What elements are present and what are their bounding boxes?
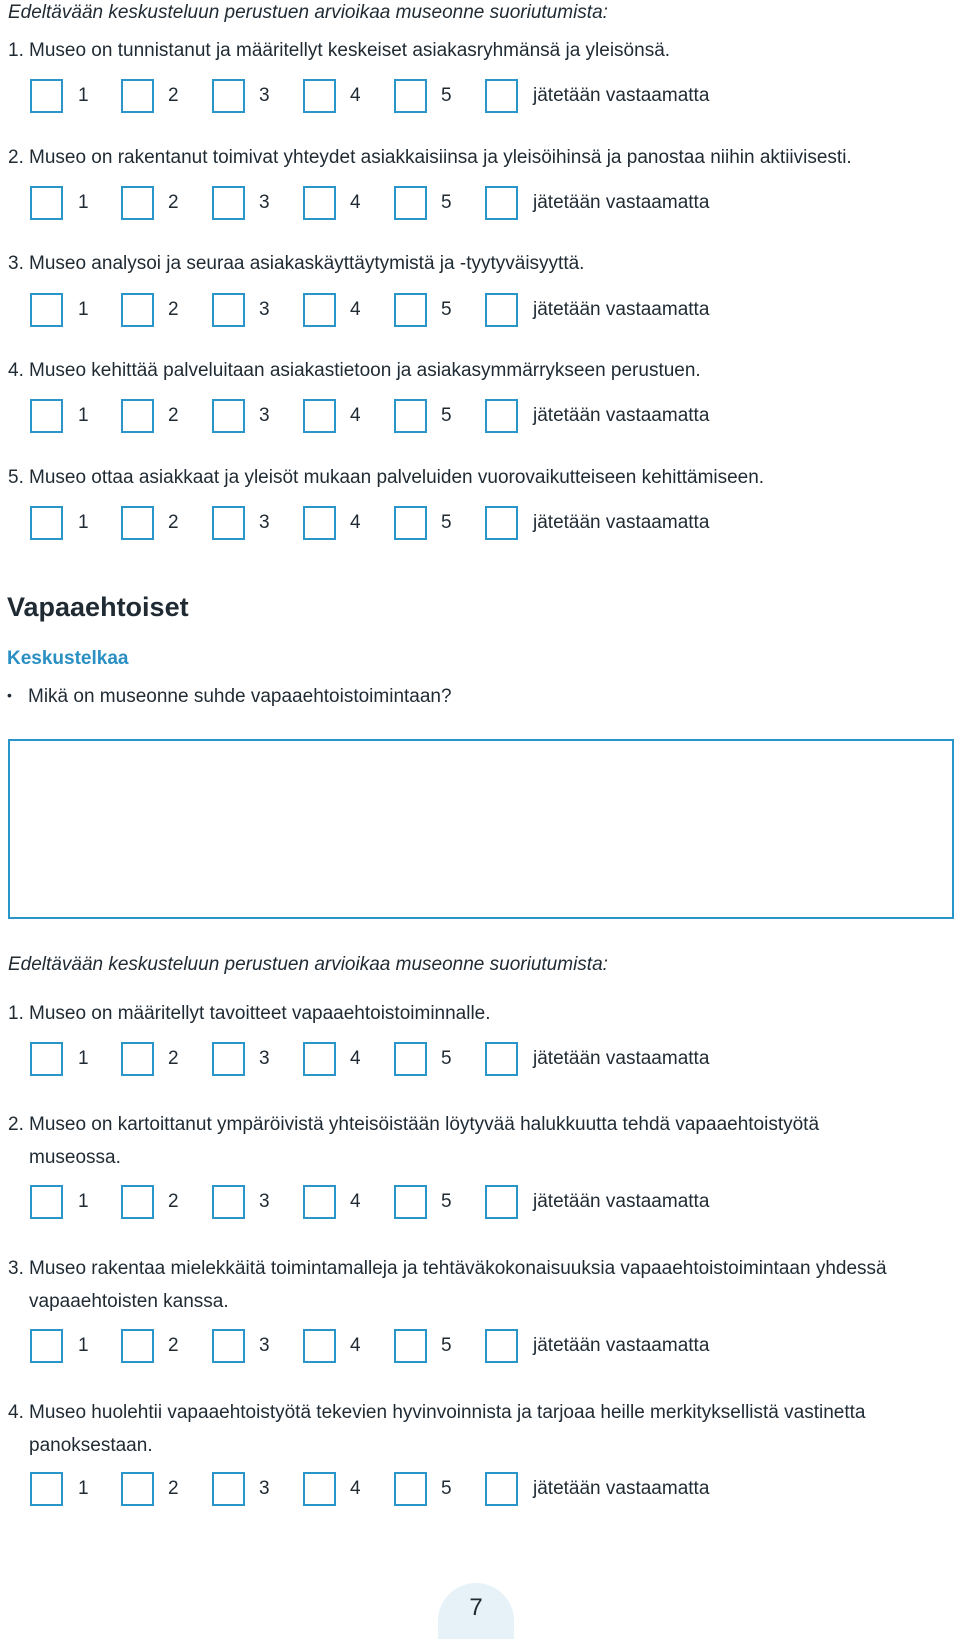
rating-checkbox-1[interactable] — [30, 79, 63, 113]
question-number: 3. — [8, 1258, 24, 1279]
rating-label-2: 2 — [168, 85, 179, 106]
question-number: 2. — [8, 1114, 24, 1135]
rating-label-1: 1 — [78, 192, 89, 213]
rating-label-5: 5 — [441, 1191, 452, 1212]
rating-checkbox-5[interactable] — [394, 1185, 427, 1219]
question-1-1 — [8, 34, 953, 67]
rating-checkbox-skip[interactable] — [485, 186, 518, 220]
rating-label-5: 5 — [441, 299, 452, 320]
rating-label-2: 2 — [168, 405, 179, 426]
rating-label-skip: jätetään vastaamatta — [533, 405, 710, 426]
rating-label-5: 5 — [441, 1335, 452, 1356]
rating-checkbox-3[interactable] — [212, 186, 245, 220]
rating-checkbox-5[interactable] — [394, 293, 427, 327]
rating-label-1: 1 — [78, 299, 89, 320]
rating-checkbox-1[interactable] — [30, 506, 63, 540]
rating-label-2: 2 — [168, 1335, 179, 1356]
rating-label-5: 5 — [441, 512, 452, 533]
rating-checkbox-skip[interactable] — [485, 1329, 518, 1363]
rating-checkbox-skip[interactable] — [485, 79, 518, 113]
question-number: 5. — [8, 467, 24, 488]
rating-checkbox-skip[interactable] — [485, 1042, 518, 1076]
question-1-2 — [8, 141, 953, 174]
rating-label-3: 3 — [259, 1478, 270, 1499]
rating-label-skip: jätetään vastaamatta — [533, 1335, 710, 1356]
section-2-intro: Edeltävään keskusteluun perustuen arvioikaa museonne suoriutumista: — [8, 954, 608, 975]
rating-label-1: 1 — [78, 1048, 89, 1069]
rating-checkbox-2[interactable] — [121, 293, 154, 327]
rating-label-2: 2 — [168, 1048, 179, 1069]
rating-checkbox-3[interactable] — [212, 1185, 245, 1219]
rating-label-2: 2 — [168, 192, 179, 213]
question-number: 4. — [8, 1402, 24, 1423]
rating-label-5: 5 — [441, 1478, 452, 1499]
rating-checkbox-5[interactable] — [394, 186, 427, 220]
rating-label-2: 2 — [168, 299, 179, 320]
question-text: Museo analysoi ja seuraa asiakaskäyttäytymistä ja -tyytyväisyyttä. — [29, 253, 585, 274]
rating-checkbox-2[interactable] — [121, 1329, 154, 1363]
question-text: Museo on määritellyt tavoitteet vapaaehtoistoiminnalle. — [29, 1003, 491, 1024]
rating-label-5: 5 — [441, 405, 452, 426]
rating-checkbox-3[interactable] — [212, 293, 245, 327]
rating-checkbox-5[interactable] — [394, 79, 427, 113]
question-text: Museo huolehtii vapaaehtoistyötä tekevien hyvinvoinnista ja tarjoaa heille merkityksellistä vastinetta — [29, 1402, 866, 1423]
rating-checkbox-5[interactable] — [394, 506, 427, 540]
rating-label-4: 4 — [350, 1478, 361, 1499]
rating-checkbox-4[interactable] — [303, 293, 336, 327]
rating-label-4: 4 — [350, 405, 361, 426]
rating-checkbox-skip[interactable] — [485, 1185, 518, 1219]
rating-checkbox-2[interactable] — [121, 506, 154, 540]
rating-label-4: 4 — [350, 85, 361, 106]
rating-checkbox-skip[interactable] — [485, 293, 518, 327]
rating-checkbox-1[interactable] — [30, 399, 63, 433]
bullet-text: Mikä on museonne suhde vapaaehtoistoimintaan? — [28, 686, 452, 707]
rating-label-2: 2 — [168, 1478, 179, 1499]
rating-label-skip: jätetään vastaamatta — [533, 1478, 710, 1499]
question-number: 2. — [8, 147, 24, 168]
question-text: Museo rakentaa mielekkäitä toimintamalleja ja tehtäväkokonaisuuksia vapaaehtoistoimintaan yhdessä — [29, 1258, 887, 1279]
rating-label-5: 5 — [441, 85, 452, 106]
rating-label-5: 5 — [441, 1048, 452, 1069]
question-continuation: museossa. — [29, 1147, 121, 1168]
question-continuation: panoksestaan. — [29, 1435, 153, 1456]
rating-label-4: 4 — [350, 1191, 361, 1212]
rating-checkbox-4[interactable] — [303, 1185, 336, 1219]
rating-checkbox-3[interactable] — [212, 399, 245, 433]
rating-checkbox-4[interactable] — [303, 1042, 336, 1076]
question-number: 1. — [8, 40, 24, 61]
rating-label-3: 3 — [259, 1191, 270, 1212]
rating-label-4: 4 — [350, 1048, 361, 1069]
question-number: 3. — [8, 253, 24, 274]
rating-checkbox-skip[interactable] — [485, 506, 518, 540]
rating-checkbox-4[interactable] — [303, 1472, 336, 1506]
question-2-4 — [8, 1396, 953, 1462]
question-number: 1. — [8, 1003, 24, 1024]
rating-label-3: 3 — [259, 192, 270, 213]
rating-label-skip: jätetään vastaamatta — [533, 85, 710, 106]
rating-label-4: 4 — [350, 299, 361, 320]
rating-label-5: 5 — [441, 192, 452, 213]
rating-label-3: 3 — [259, 299, 270, 320]
answer-text-area[interactable] — [8, 739, 954, 919]
rating-label-skip: jätetään vastaamatta — [533, 1048, 710, 1069]
section-1-intro: Edeltävään keskusteluun perustuen arvioikaa museonne suoriutumista: — [8, 2, 608, 23]
rating-checkbox-3[interactable] — [212, 1042, 245, 1076]
question-2-3 — [8, 1252, 953, 1318]
rating-checkbox-2[interactable] — [121, 1472, 154, 1506]
rating-checkbox-4[interactable] — [303, 1329, 336, 1363]
rating-label-1: 1 — [78, 85, 89, 106]
rating-checkbox-4[interactable] — [303, 79, 336, 113]
rating-label-4: 4 — [350, 512, 361, 533]
rating-checkbox-1[interactable] — [30, 1329, 63, 1363]
rating-checkbox-1[interactable] — [30, 1185, 63, 1219]
volunteers-subheading: Keskustelkaa — [7, 648, 129, 669]
question-text: Museo kehittää palveluitaan asiakastietoon ja asiakasymmärrykseen perustuen. — [29, 360, 701, 381]
rating-checkbox-2[interactable] — [121, 186, 154, 220]
rating-checkbox-2[interactable] — [121, 1185, 154, 1219]
rating-checkbox-3[interactable] — [212, 79, 245, 113]
rating-checkbox-1[interactable] — [30, 293, 63, 327]
question-text: Museo on tunnistanut ja määritellyt keskeiset asiakasryhmänsä ja yleisönsä. — [29, 40, 671, 61]
rating-checkbox-2[interactable] — [121, 1042, 154, 1076]
rating-label-3: 3 — [259, 405, 270, 426]
question-1-3 — [8, 247, 953, 280]
rating-label-1: 1 — [78, 1335, 89, 1356]
rating-checkbox-skip[interactable] — [485, 1472, 518, 1506]
rating-label-3: 3 — [259, 1048, 270, 1069]
rating-checkbox-skip[interactable] — [485, 399, 518, 433]
rating-label-1: 1 — [78, 1478, 89, 1499]
rating-checkbox-5[interactable] — [394, 1472, 427, 1506]
question-2-2 — [8, 1108, 953, 1174]
rating-checkbox-3[interactable] — [212, 506, 245, 540]
question-text: Museo on rakentanut toimivat yhteydet asiakkaisiinsa ja yleisöihinsä ja panostaa niihin aktiivisesti. — [29, 147, 852, 168]
question-text: Museo on kartoittanut ympäröivistä yhteisöistään löytyvää halukkuutta tehdä vapaaehtoistyötä — [29, 1114, 820, 1135]
rating-label-2: 2 — [168, 1191, 179, 1212]
volunteers-heading: Vapaaehtoiset — [7, 592, 189, 622]
rating-checkbox-4[interactable] — [303, 506, 336, 540]
rating-checkbox-3[interactable] — [212, 1472, 245, 1506]
rating-checkbox-2[interactable] — [121, 399, 154, 433]
rating-label-3: 3 — [259, 1335, 270, 1356]
rating-label-skip: jätetään vastaamatta — [533, 192, 710, 213]
discussion-bullet — [7, 686, 452, 708]
rating-label-4: 4 — [350, 1335, 361, 1356]
rating-label-1: 1 — [78, 405, 89, 426]
rating-checkbox-1[interactable] — [30, 186, 63, 220]
bullet-icon: • — [7, 687, 12, 703]
rating-checkbox-4[interactable] — [303, 186, 336, 220]
rating-label-3: 3 — [259, 85, 270, 106]
page-number: 7 — [469, 1594, 483, 1621]
rating-checkbox-5[interactable] — [394, 1329, 427, 1363]
question-text: Museo ottaa asiakkaat ja yleisöt mukaan palveluiden vuorovaikutteiseen kehittämiseen. — [29, 467, 765, 488]
rating-label-1: 1 — [78, 512, 89, 533]
rating-label-skip: jätetään vastaamatta — [533, 1191, 710, 1212]
rating-checkbox-3[interactable] — [212, 1329, 245, 1363]
rating-label-4: 4 — [350, 192, 361, 213]
rating-label-3: 3 — [259, 512, 270, 533]
rating-checkbox-5[interactable] — [394, 1042, 427, 1076]
rating-checkbox-1[interactable] — [30, 1042, 63, 1076]
rating-label-2: 2 — [168, 512, 179, 533]
rating-checkbox-1[interactable] — [30, 1472, 63, 1506]
rating-label-skip: jätetään vastaamatta — [533, 512, 710, 533]
question-1-4 — [8, 354, 953, 387]
question-1-5 — [8, 461, 953, 494]
question-number: 4. — [8, 360, 24, 381]
rating-checkbox-4[interactable] — [303, 399, 336, 433]
question-continuation: vapaaehtoisten kanssa. — [29, 1291, 229, 1312]
question-2-1 — [8, 997, 953, 1030]
rating-label-skip: jätetään vastaamatta — [533, 299, 710, 320]
rating-checkbox-2[interactable] — [121, 79, 154, 113]
rating-label-1: 1 — [78, 1191, 89, 1212]
rating-checkbox-5[interactable] — [394, 399, 427, 433]
